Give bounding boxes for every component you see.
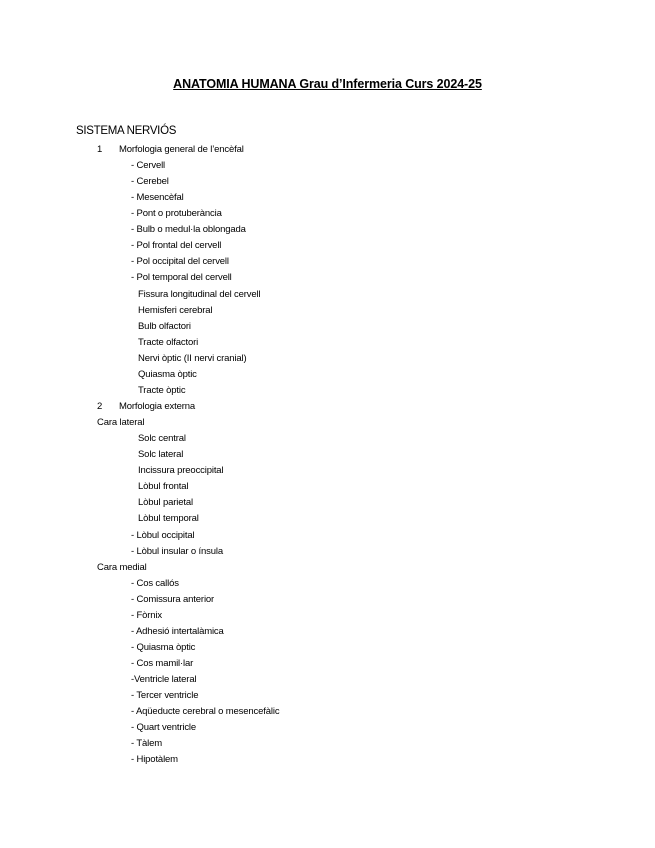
list-item: - Bulb o medul·la oblongada [131, 224, 246, 235]
list-item: Solc lateral [138, 449, 184, 460]
cara-lateral-heading: Cara lateral [97, 417, 145, 428]
title-course-name: ANATOMIA HUMANA [173, 77, 296, 91]
list-item: - Cervell [131, 160, 166, 171]
list-item: - Pont o protuberància [131, 208, 222, 219]
list-item: - Hipotàlem [131, 754, 178, 765]
list-item: - Fòrnix [131, 610, 162, 621]
item-1-label: Morfologia general de l’encèfal [119, 144, 244, 155]
list-item: - Adhesió intertalàmica [131, 626, 224, 637]
item-2-label: Morfologia externa [119, 401, 195, 412]
list-item: -Ventricle lateral [131, 674, 197, 685]
list-item: Fissura longitudinal del cervell [138, 289, 261, 300]
list-item: Tracte òptic [138, 385, 186, 396]
list-item: Quiasma òptic [138, 369, 197, 380]
list-item: - Aqüeducte cerebral o mesencefàlic [131, 706, 280, 717]
list-item: Bulb olfactori [138, 321, 191, 332]
item-2-number: 2 [97, 401, 103, 412]
section-heading: SISTEMA NERVIÓS [76, 125, 177, 137]
list-item: - Cerebel [131, 176, 169, 187]
list-item: Lòbul frontal [138, 481, 189, 492]
list-item: Lòbul parietal [138, 497, 193, 508]
list-item: Lòbul temporal [138, 513, 199, 524]
list-item: - Pol occipital del cervell [131, 256, 229, 267]
document-title [0, 76, 655, 92]
list-item: - Mesencèfal [131, 192, 184, 203]
list-item: - Lòbul insular o ínsula [131, 546, 223, 557]
item-1-number: 1 [97, 144, 103, 155]
list-item: Solc central [138, 433, 186, 444]
list-item: - Quart ventricle [131, 722, 197, 733]
list-item: - Cos mamil·lar [131, 658, 194, 669]
list-item: - Lòbul occipital [131, 530, 195, 541]
list-item: - Comissura anterior [131, 594, 215, 605]
list-item: - Quiasma òptic [131, 642, 196, 653]
list-item: - Pol temporal del cervell [131, 272, 232, 283]
list-item: - Cos callós [131, 578, 179, 589]
list-item: Tracte olfactori [138, 337, 199, 348]
list-item: - Tàlem [131, 738, 162, 749]
list-item: - Pol frontal del cervell [131, 240, 222, 251]
list-item: - Tercer ventricle [131, 690, 199, 701]
list-item: Hemisferi cerebral [138, 305, 213, 316]
cara-medial-heading: Cara medial [97, 562, 147, 573]
list-item: Incissura preoccipital [138, 465, 224, 476]
list-item: Nervi òptic (II nervi cranial) [138, 353, 247, 364]
title-course-details: Grau d’Infermeria Curs 2024-25 [295, 77, 482, 91]
